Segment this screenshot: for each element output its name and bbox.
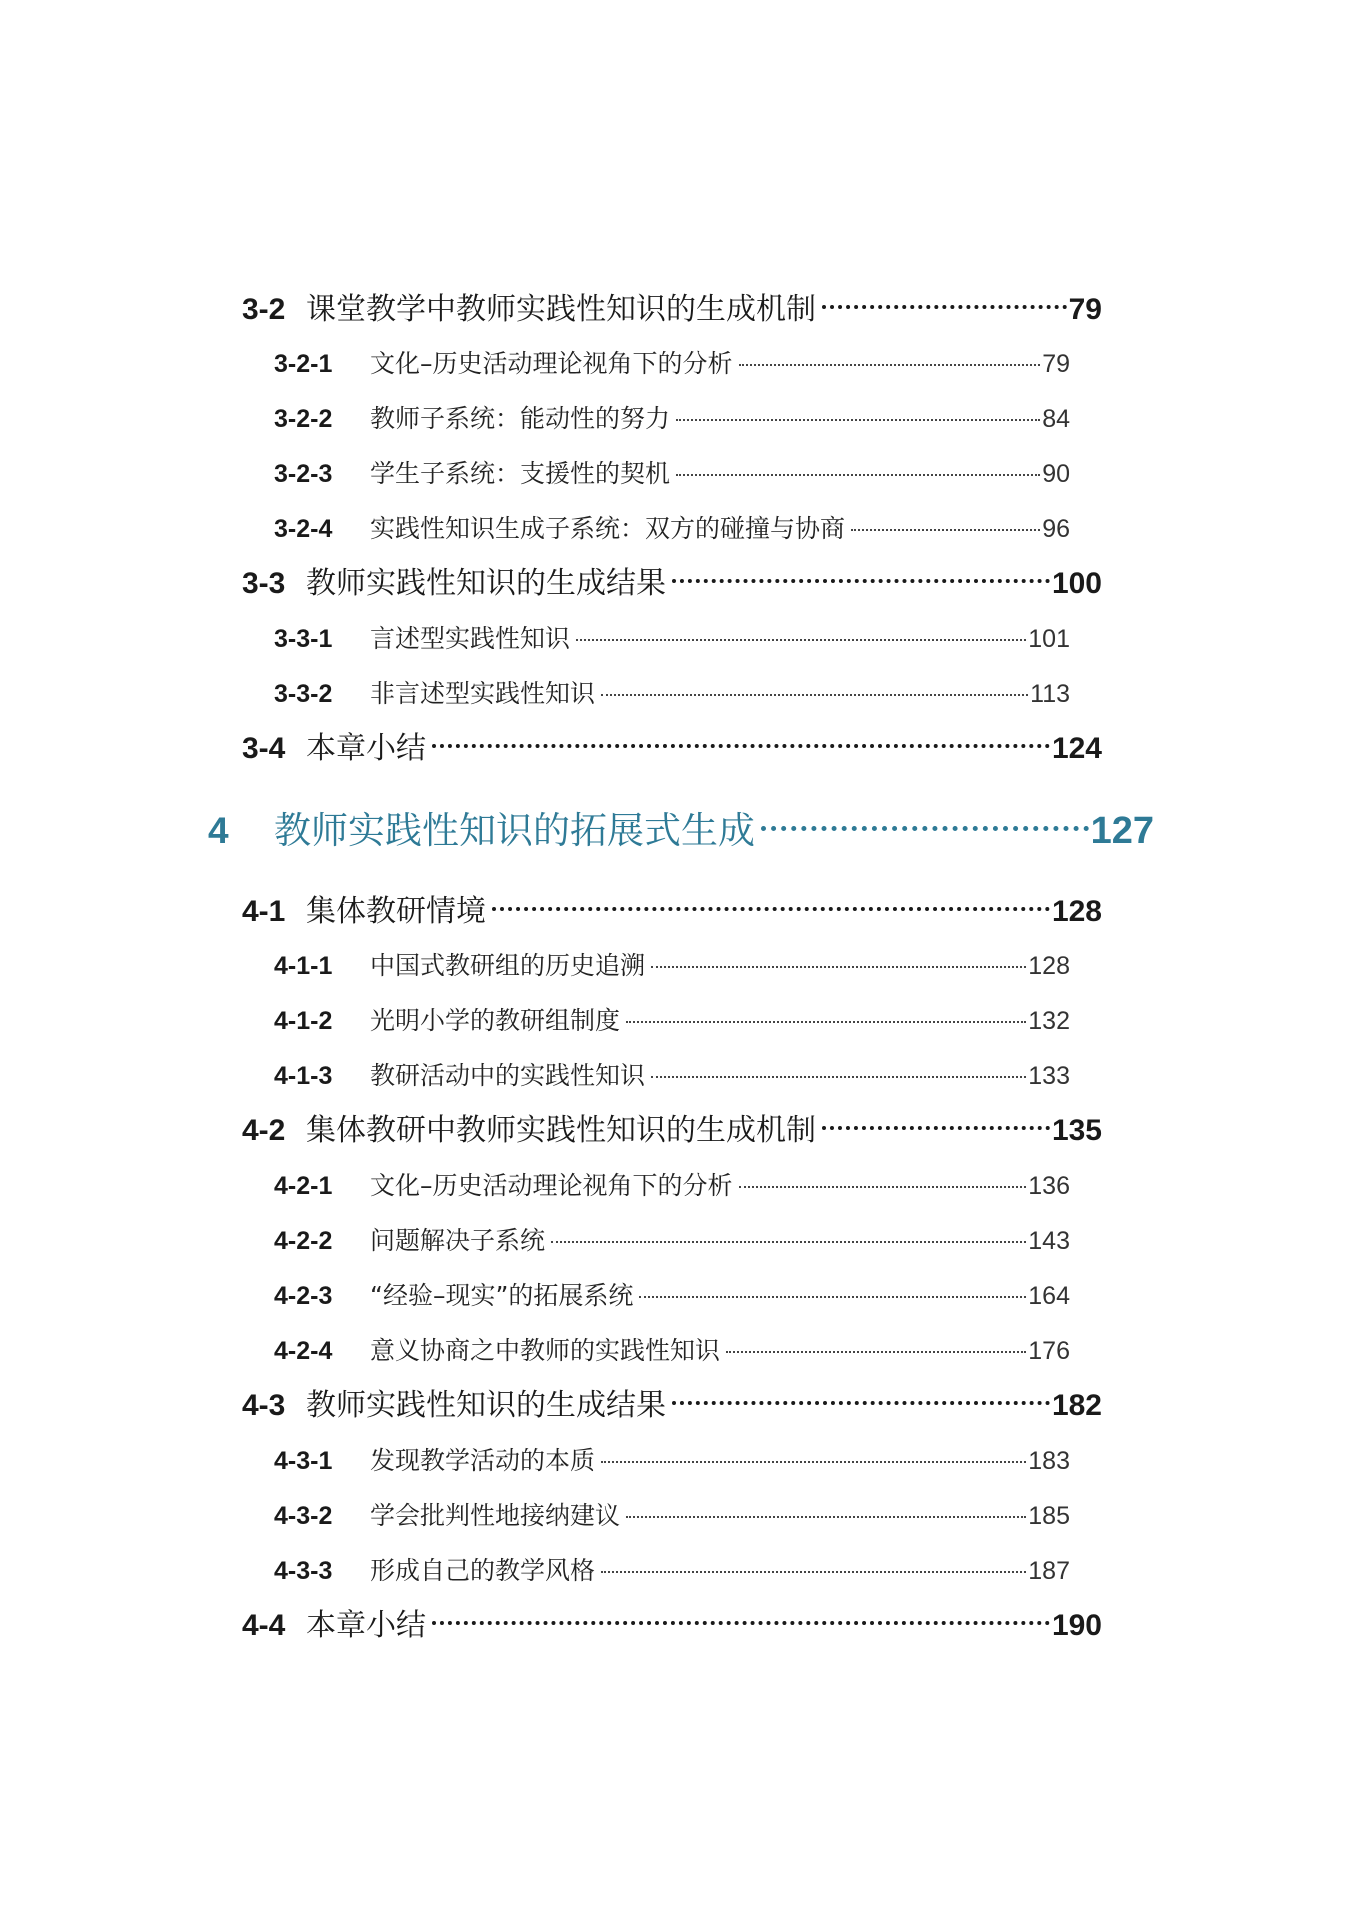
page-number: 128 xyxy=(1028,952,1070,980)
toc-section-4-2[interactable] xyxy=(242,1105,1102,1148)
subsection-number: 3-2-1 xyxy=(274,350,333,378)
page-number: 185 xyxy=(1028,1502,1070,1530)
toc-subsection-3-2-3[interactable] xyxy=(274,454,1070,488)
dot-leader xyxy=(676,419,1040,421)
dot-leader xyxy=(739,1186,1027,1188)
page-number: 133 xyxy=(1028,1062,1070,1090)
dot-leader xyxy=(601,1461,1026,1463)
subsection-title: 文化–历史活动理论视角下的分析 xyxy=(370,1171,733,1200)
subsection-title: 发现教学活动的本质 xyxy=(370,1446,596,1475)
subsection-number: 4-2-2 xyxy=(274,1227,333,1255)
toc-subsection-3-2-1[interactable] xyxy=(274,344,1070,378)
section-title: 教师实践性知识的生成结果 xyxy=(306,1388,666,1423)
toc-section-4-4[interactable] xyxy=(242,1600,1102,1643)
toc-section-3-4[interactable] xyxy=(242,723,1102,766)
dot-leader xyxy=(822,1126,1050,1130)
chapter-number: 4 xyxy=(208,810,229,851)
subsection-number: 4-3-2 xyxy=(274,1502,333,1530)
dot-leader xyxy=(651,1076,1026,1078)
page-number: 135 xyxy=(1051,1114,1102,1147)
subsection-number: 4-1-3 xyxy=(274,1062,333,1090)
toc-subsection-4-3-2[interactable] xyxy=(274,1496,1070,1530)
section-number: 3-3 xyxy=(242,567,286,600)
page-number: 100 xyxy=(1051,567,1102,600)
section-number: 4-2 xyxy=(242,1114,286,1147)
dot-leader xyxy=(576,639,1026,641)
dot-leader xyxy=(626,1021,1026,1023)
toc-chapter-4[interactable] xyxy=(208,800,1154,850)
toc-subsection-4-2-3[interactable] xyxy=(274,1276,1070,1310)
subsection-title: 中国式教研组的历史追溯 xyxy=(370,951,646,980)
dot-leader xyxy=(626,1516,1026,1518)
toc-section-3-2[interactable] xyxy=(242,284,1102,327)
toc-section-3-3[interactable] xyxy=(242,558,1102,601)
subsection-number: 4-2-3 xyxy=(274,1282,333,1310)
page-number: 176 xyxy=(1028,1337,1070,1365)
subsection-title: 教师子系统：能动性的努力 xyxy=(370,404,671,433)
dot-leader xyxy=(651,966,1026,968)
dot-leader xyxy=(639,1296,1026,1298)
section-number: 4-4 xyxy=(242,1609,286,1642)
subsection-title: 教研活动中的实践性知识 xyxy=(370,1061,646,1090)
toc-subsection-4-3-1[interactable] xyxy=(274,1441,1070,1475)
dot-leader xyxy=(601,1571,1026,1573)
page-number: 90 xyxy=(1042,460,1070,488)
page-number: 96 xyxy=(1042,515,1070,543)
toc-subsection-3-3-1[interactable] xyxy=(274,619,1070,653)
page-number: 101 xyxy=(1028,625,1070,653)
dot-leader xyxy=(551,1241,1026,1243)
page-number: 124 xyxy=(1051,732,1102,765)
page-number: 143 xyxy=(1028,1227,1070,1255)
subsection-number: 3-2-2 xyxy=(274,405,333,433)
toc-subsection-4-2-4[interactable] xyxy=(274,1331,1070,1365)
subsection-number: 3-2-3 xyxy=(274,460,333,488)
subsection-title: 问题解决子系统 xyxy=(370,1226,546,1255)
page-number: 187 xyxy=(1028,1557,1070,1585)
page-number: 79 xyxy=(1068,293,1102,326)
dot-leader xyxy=(432,1621,1050,1625)
subsection-title: 实践性知识生成子系统：双方的碰撞与协商 xyxy=(370,514,846,543)
dot-leader xyxy=(672,579,1050,583)
subsection-number: 3-3-2 xyxy=(274,680,333,708)
section-title: 教师实践性知识的生成结果 xyxy=(306,566,666,601)
section-title: 本章小结 xyxy=(306,731,426,766)
subsection-title: 光明小学的教研组制度 xyxy=(370,1006,621,1035)
page-number: 183 xyxy=(1028,1447,1070,1475)
section-number: 4-3 xyxy=(242,1389,286,1422)
subsection-number: 3-3-1 xyxy=(274,625,333,653)
toc-subsection-4-1-3[interactable] xyxy=(274,1056,1070,1090)
section-number: 3-2 xyxy=(242,293,286,326)
toc-subsection-3-3-2[interactable] xyxy=(274,674,1070,708)
toc-subsection-4-3-3[interactable] xyxy=(274,1551,1070,1585)
section-title: 课堂教学中教师实践性知识的生成机制 xyxy=(306,292,816,327)
toc-section-4-3[interactable] xyxy=(242,1380,1102,1423)
subsection-number: 4-1-2 xyxy=(274,1007,333,1035)
page-number: 164 xyxy=(1028,1282,1070,1310)
dot-leader xyxy=(676,474,1040,476)
subsection-number: 4-3-3 xyxy=(274,1557,333,1585)
dot-leader xyxy=(761,826,1089,831)
subsection-title: 非言述型实践性知识 xyxy=(370,679,596,708)
subsection-number: 4-1-1 xyxy=(274,952,333,980)
toc-subsection-4-2-2[interactable] xyxy=(274,1221,1070,1255)
subsection-number: 4-2-1 xyxy=(274,1172,333,1200)
toc-subsection-3-2-2[interactable] xyxy=(274,399,1070,433)
section-number: 3-4 xyxy=(242,732,286,765)
page-number: 136 xyxy=(1028,1172,1070,1200)
page-number: 84 xyxy=(1042,405,1070,433)
chapter-title: 教师实践性知识的拓展式生成 xyxy=(274,809,755,852)
section-title: 本章小结 xyxy=(306,1608,426,1643)
page-number: 79 xyxy=(1042,350,1070,378)
subsection-title: “经验–现实”的拓展系统 xyxy=(370,1281,634,1310)
toc-section-4-1[interactable] xyxy=(242,886,1102,929)
page-number: 127 xyxy=(1090,810,1154,852)
subsection-number: 4-3-1 xyxy=(274,1447,333,1475)
dot-leader xyxy=(851,529,1040,531)
dot-leader xyxy=(726,1351,1026,1353)
dot-leader xyxy=(432,744,1050,748)
dot-leader xyxy=(672,1401,1050,1405)
toc-subsection-3-2-4[interactable] xyxy=(274,509,1070,543)
page-number: 182 xyxy=(1051,1389,1102,1422)
subsection-number: 3-2-4 xyxy=(274,515,333,543)
dot-leader xyxy=(601,694,1028,696)
page-number: 190 xyxy=(1051,1609,1102,1642)
subsection-title: 学生子系统：支援性的契机 xyxy=(370,459,671,488)
toc-subsection-4-2-1[interactable] xyxy=(274,1166,1070,1200)
section-title: 集体教研中教师实践性知识的生成机制 xyxy=(306,1113,816,1148)
page-number: 128 xyxy=(1051,895,1102,928)
toc-subsection-4-1-1[interactable] xyxy=(274,946,1070,980)
subsection-number: 4-2-4 xyxy=(274,1337,333,1365)
page-number: 132 xyxy=(1028,1007,1070,1035)
subsection-title: 言述型实践性知识 xyxy=(370,624,571,653)
section-title: 集体教研情境 xyxy=(306,894,486,929)
toc-subsection-4-1-2[interactable] xyxy=(274,1001,1070,1035)
section-number: 4-1 xyxy=(242,895,286,928)
dot-leader xyxy=(492,907,1050,911)
dot-leader xyxy=(822,305,1067,309)
subsection-title: 形成自己的教学风格 xyxy=(370,1556,596,1585)
subsection-title: 意义协商之中教师的实践性知识 xyxy=(370,1336,721,1365)
subsection-title: 学会批判性地接纳建议 xyxy=(370,1501,621,1530)
page-number: 113 xyxy=(1030,680,1070,708)
subsection-title: 文化–历史活动理论视角下的分析 xyxy=(370,349,733,378)
dot-leader xyxy=(739,364,1041,366)
